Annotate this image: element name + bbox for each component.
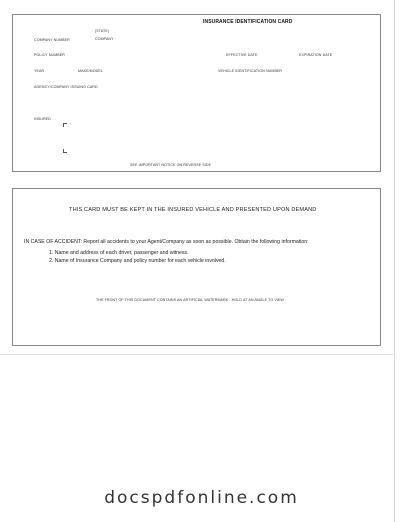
- page-edge-bottom: [0, 354, 395, 355]
- back-heading: THIS CARD MUST BE KEPT IN THE INSURED VEHICLE AND PRESENTED UPON DEMAND: [69, 207, 317, 213]
- card-back: [12, 188, 381, 346]
- watermark-notice: THE FRONT OF THIS DOCUMENT CONTAINS AN ARTIFICIAL WATERMARK - HOLD AT AN ANGLE TO VIEW: [96, 298, 284, 302]
- reverse-notice: SEE IMPORTANT NOTICE ON REVERSE SIDE: [130, 163, 212, 167]
- insured-box-top-corner: [63, 123, 67, 127]
- policy-number-label: POLICY NUMBER: [34, 53, 65, 57]
- footer-watermark: docspdfonline.com: [104, 488, 299, 508]
- vin-label: VEHICLE IDENTIFICATION NUMBER: [218, 69, 283, 73]
- instruction-item-2: 2. Name of Insurance Company and policy number for each vehicle involved.: [49, 258, 226, 264]
- make-model-label: MAKE/MODEL: [78, 69, 103, 73]
- company-label: COMPANY: [95, 37, 114, 41]
- year-label: YEAR: [34, 69, 45, 73]
- insured-box-bottom-corner: [63, 149, 67, 153]
- company-number-label: COMPANY NUMBER: [34, 38, 70, 42]
- state-label: (STATE): [95, 29, 110, 33]
- effective-date-label: EFFECTIVE DATE: [226, 53, 258, 57]
- instruction-item-1: 1. Name and address of each driver, passenger and witness.: [49, 250, 189, 256]
- card-front: [12, 14, 381, 172]
- accident-instructions: IN CASE OF ACCIDENT: Report all accidents to your Agent/Company as soon as possible. Obtain the following information:: [24, 239, 309, 245]
- card-title: INSURANCE IDENTIFICATION CARD: [203, 19, 293, 25]
- insured-label: INSURED: [34, 117, 51, 121]
- agency-label: AGENCY/COMPANY ISSUING CARD: [34, 85, 98, 89]
- expiration-date-label: EXPIRATION DATE: [299, 53, 333, 57]
- page-edge-right: [394, 0, 395, 522]
